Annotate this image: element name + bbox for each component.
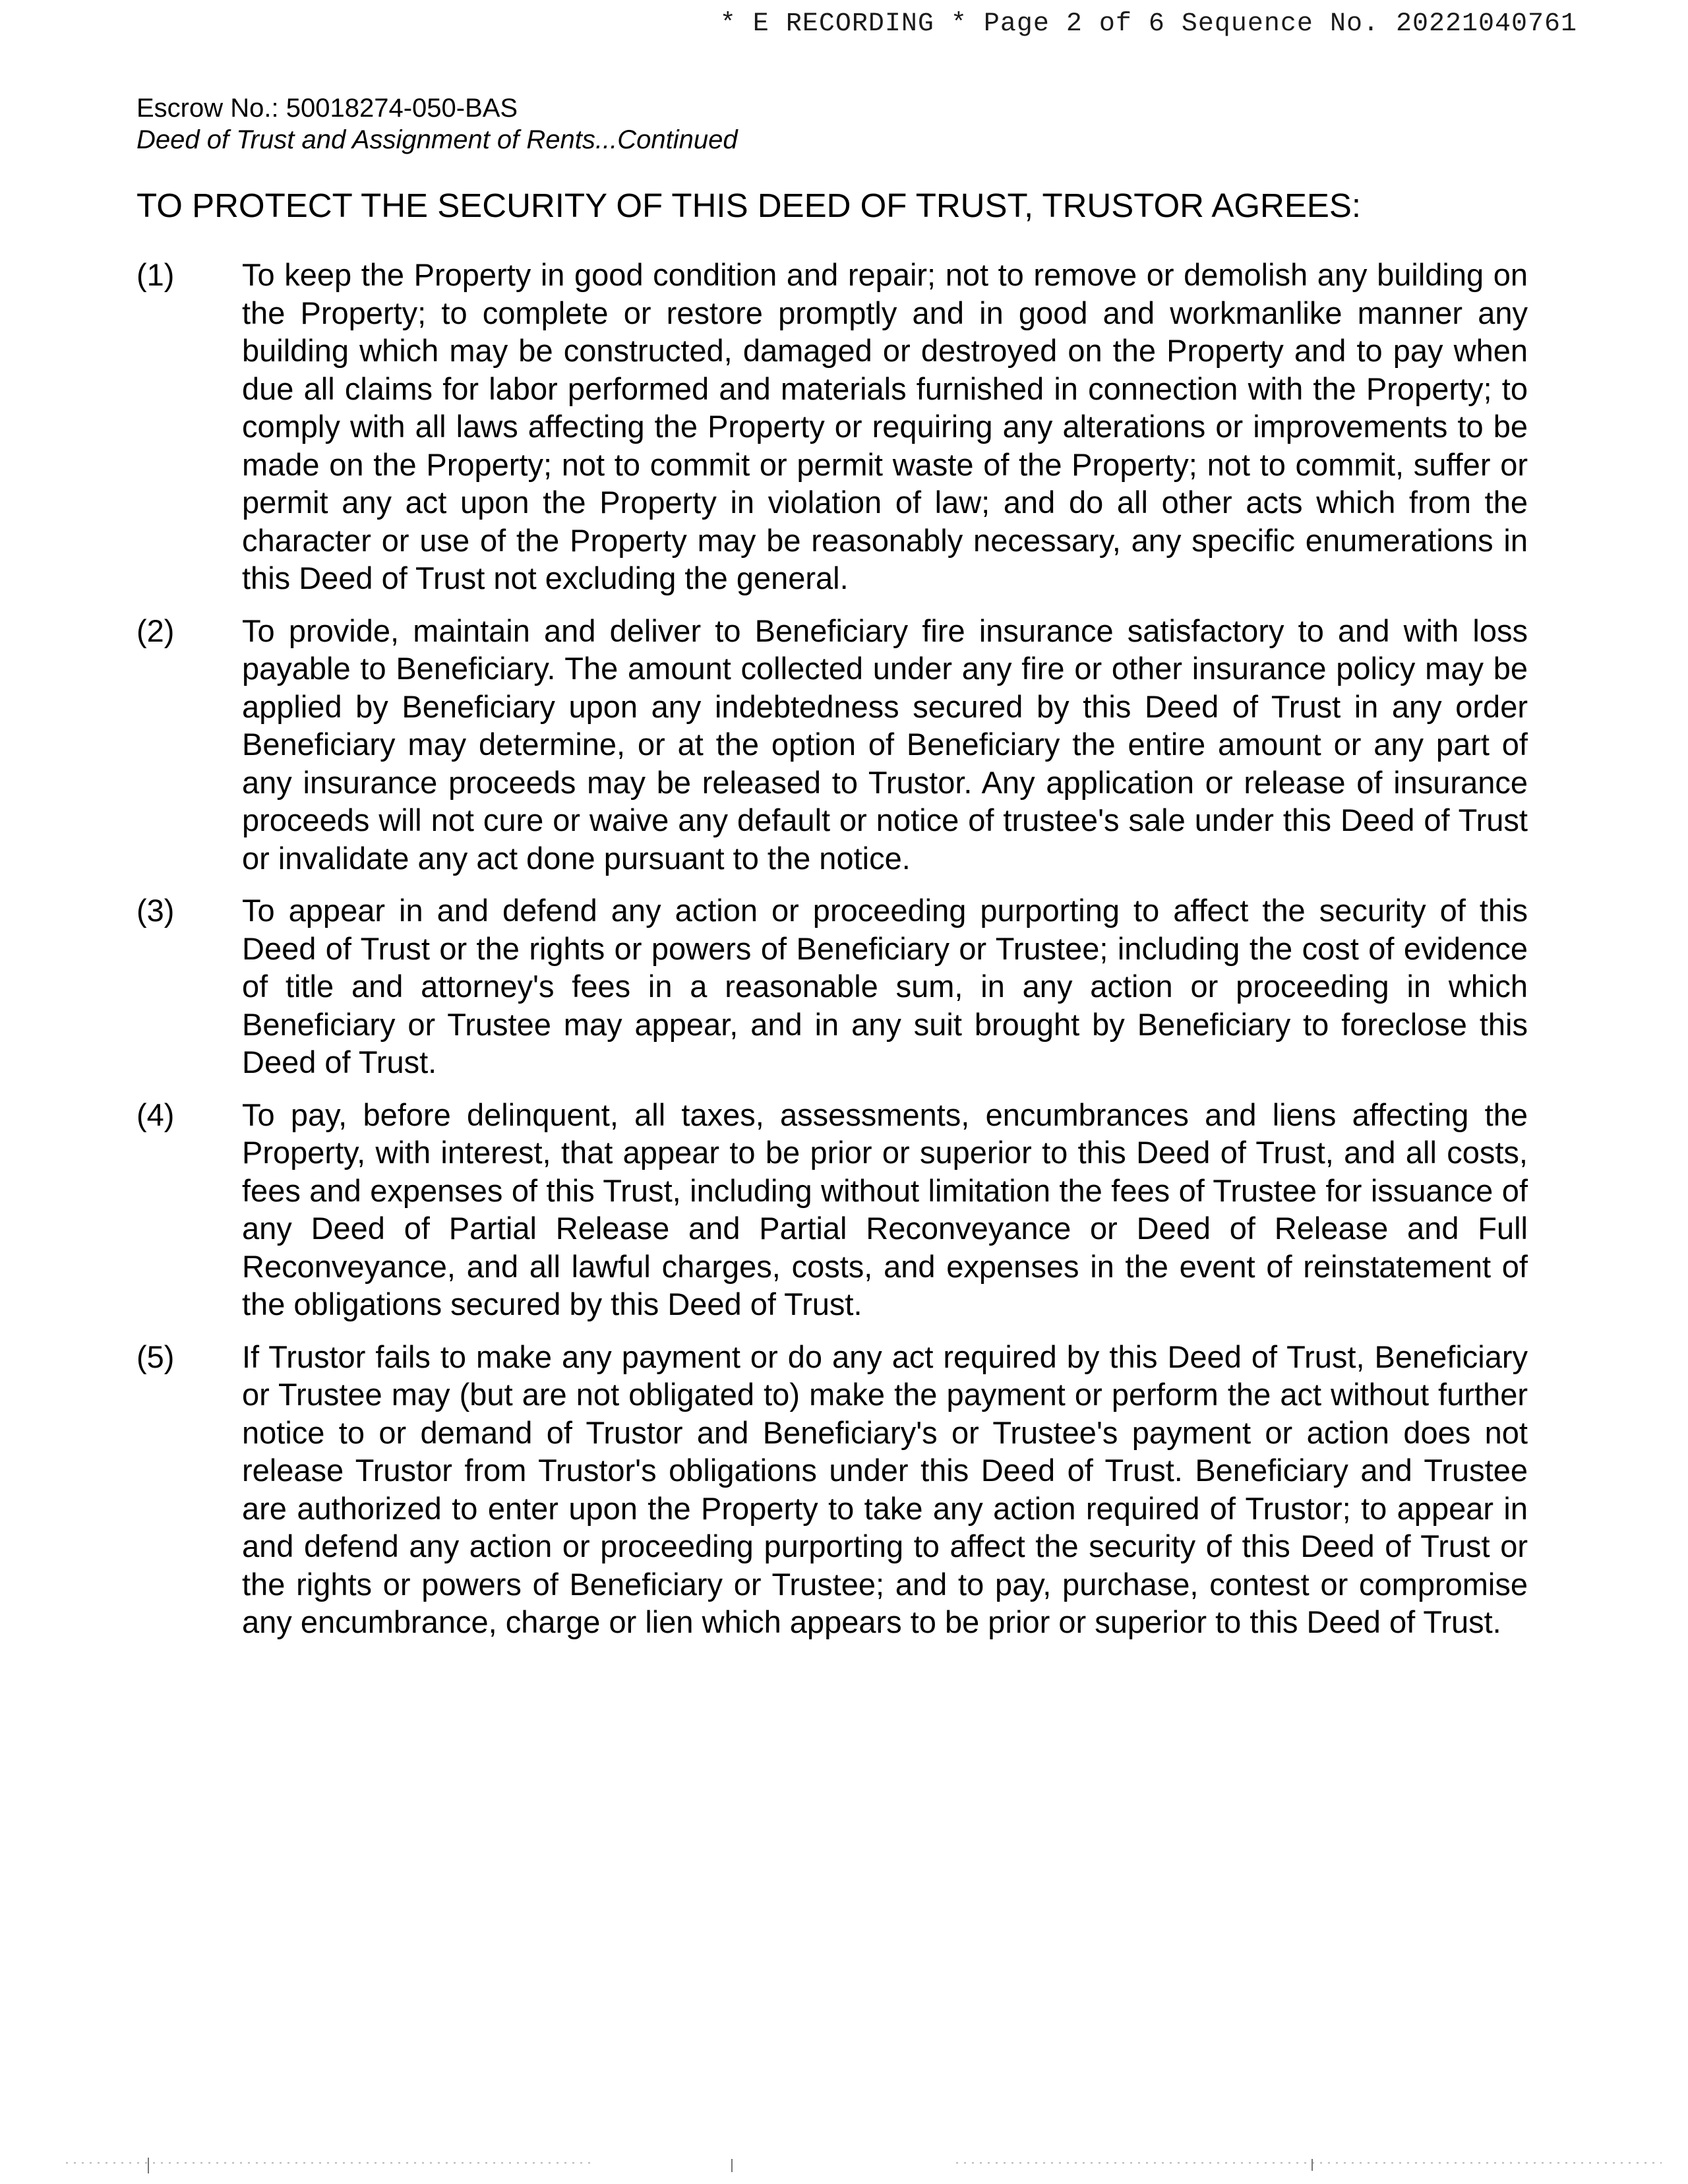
covenant-text: To provide, maintain and deliver to Beneficiary fire insurance satisfactory to and with loss payable to Beneficiary. The amount collected under any fire or other insurance policy may be applied by Beneficiary upon any indebtedness secured by this Deed of Trust in any order Beneficiary may determine, or at the option of Beneficiary the entire amount or any part of any insurance proceeds may be released to Trustor. Any application or release of insurance proceeds will not cure or waive any default or notice of trustee's sale under this Deed of Trust or invalidate any act done pursuant to the notice. — [242, 613, 1528, 876]
scan-artifact-line — [0, 2151, 1688, 2177]
covenant-item — [136, 892, 1528, 1081]
recording-header: * E RECORDING * Page 2 of 6 Sequence No. 20221040761 — [719, 9, 1577, 39]
covenant-list — [136, 256, 1528, 1656]
covenant-text: To pay, before delinquent, all taxes, assessments, encumbrances and liens affecting the Property, with interest, that appear to be prior or superior to this Deed of Trust, and all costs, fees and expenses of this Trust, including without limitation the fees of Trustee for issuance of any Deed of Partial Release and Partial Reconveyance or Deed of Release and Full Reconveyance, and all lawful charges, costs, and expenses in the event of reinstatement of the obligations secured by this Deed of Trust. — [242, 1097, 1528, 1321]
covenant-number: (2) — [136, 613, 175, 648]
escrow-block — [136, 92, 738, 156]
covenant-number: (5) — [136, 1339, 175, 1374]
covenant-number: (1) — [136, 257, 175, 292]
section-heading: TO PROTECT THE SECURITY OF THIS DEED OF TRUST, TRUSTOR AGREES: — [136, 187, 1362, 224]
covenant-item — [136, 1338, 1528, 1641]
covenant-item — [136, 612, 1528, 878]
covenant-item — [136, 256, 1528, 597]
covenant-text: To appear in and defend any action or proceeding purporting to affect the security of this Deed of Trust or the rights or powers of Beneficiary or Trustee; including the cost of evidence of title and attorney's fees in a reasonable sum, in any action or proceeding in which Beneficiary or Trustee may appear, and in any suit brought by Beneficiary to foreclose this Deed of Trust. — [242, 893, 1528, 1079]
covenant-text: To keep the Property in good condition and repair; not to remove or demolish any building on the Property; to complete or restore promptly and in good and workmanlike manner any building which may be constructed, damaged or destroyed on the Property and to pay when due all claims for labor performed and materials furnished in connection with the Property; to comply with all laws affecting the Property or requiring any alterations or improvements to be made on the Property; not to commit or permit waste of the Property; not to commit, suffer or permit any act upon the Property in violation of law; and do all other acts which from the character or use of the Property may be reasonably necessary, any specific enumerations in this Deed of Trust not excluding the general. — [242, 257, 1528, 595]
covenant-number: (4) — [136, 1097, 175, 1132]
covenant-item — [136, 1096, 1528, 1323]
covenant-number: (3) — [136, 893, 175, 928]
escrow-number: Escrow No.: 50018274-050-BAS — [136, 94, 518, 123]
covenant-text: If Trustor fails to make any payment or do any act required by this Deed of Trust, Beneficiary or Trustee may (but are not obligated to) make the payment or perform the act without further notice to or demand of Trustor and Beneficiary's or Trustee's payment or action does not release Trustor from Trustor's obligations under this Deed of Trust. Beneficiary and Trustee are authorized to enter upon the Property to take any action required of Trustor; to appear in and defend any action or proceeding purporting to affect the security of this Deed of Trust or the rights or powers of Beneficiary or Trustee; and to pay, purchase, contest or compromise any encumbrance, charge or lien which appears to be prior or superior to this Deed of Trust. — [242, 1339, 1528, 1639]
document-subtitle: Deed of Trust and Assignment of Rents...Continued — [136, 125, 738, 154]
